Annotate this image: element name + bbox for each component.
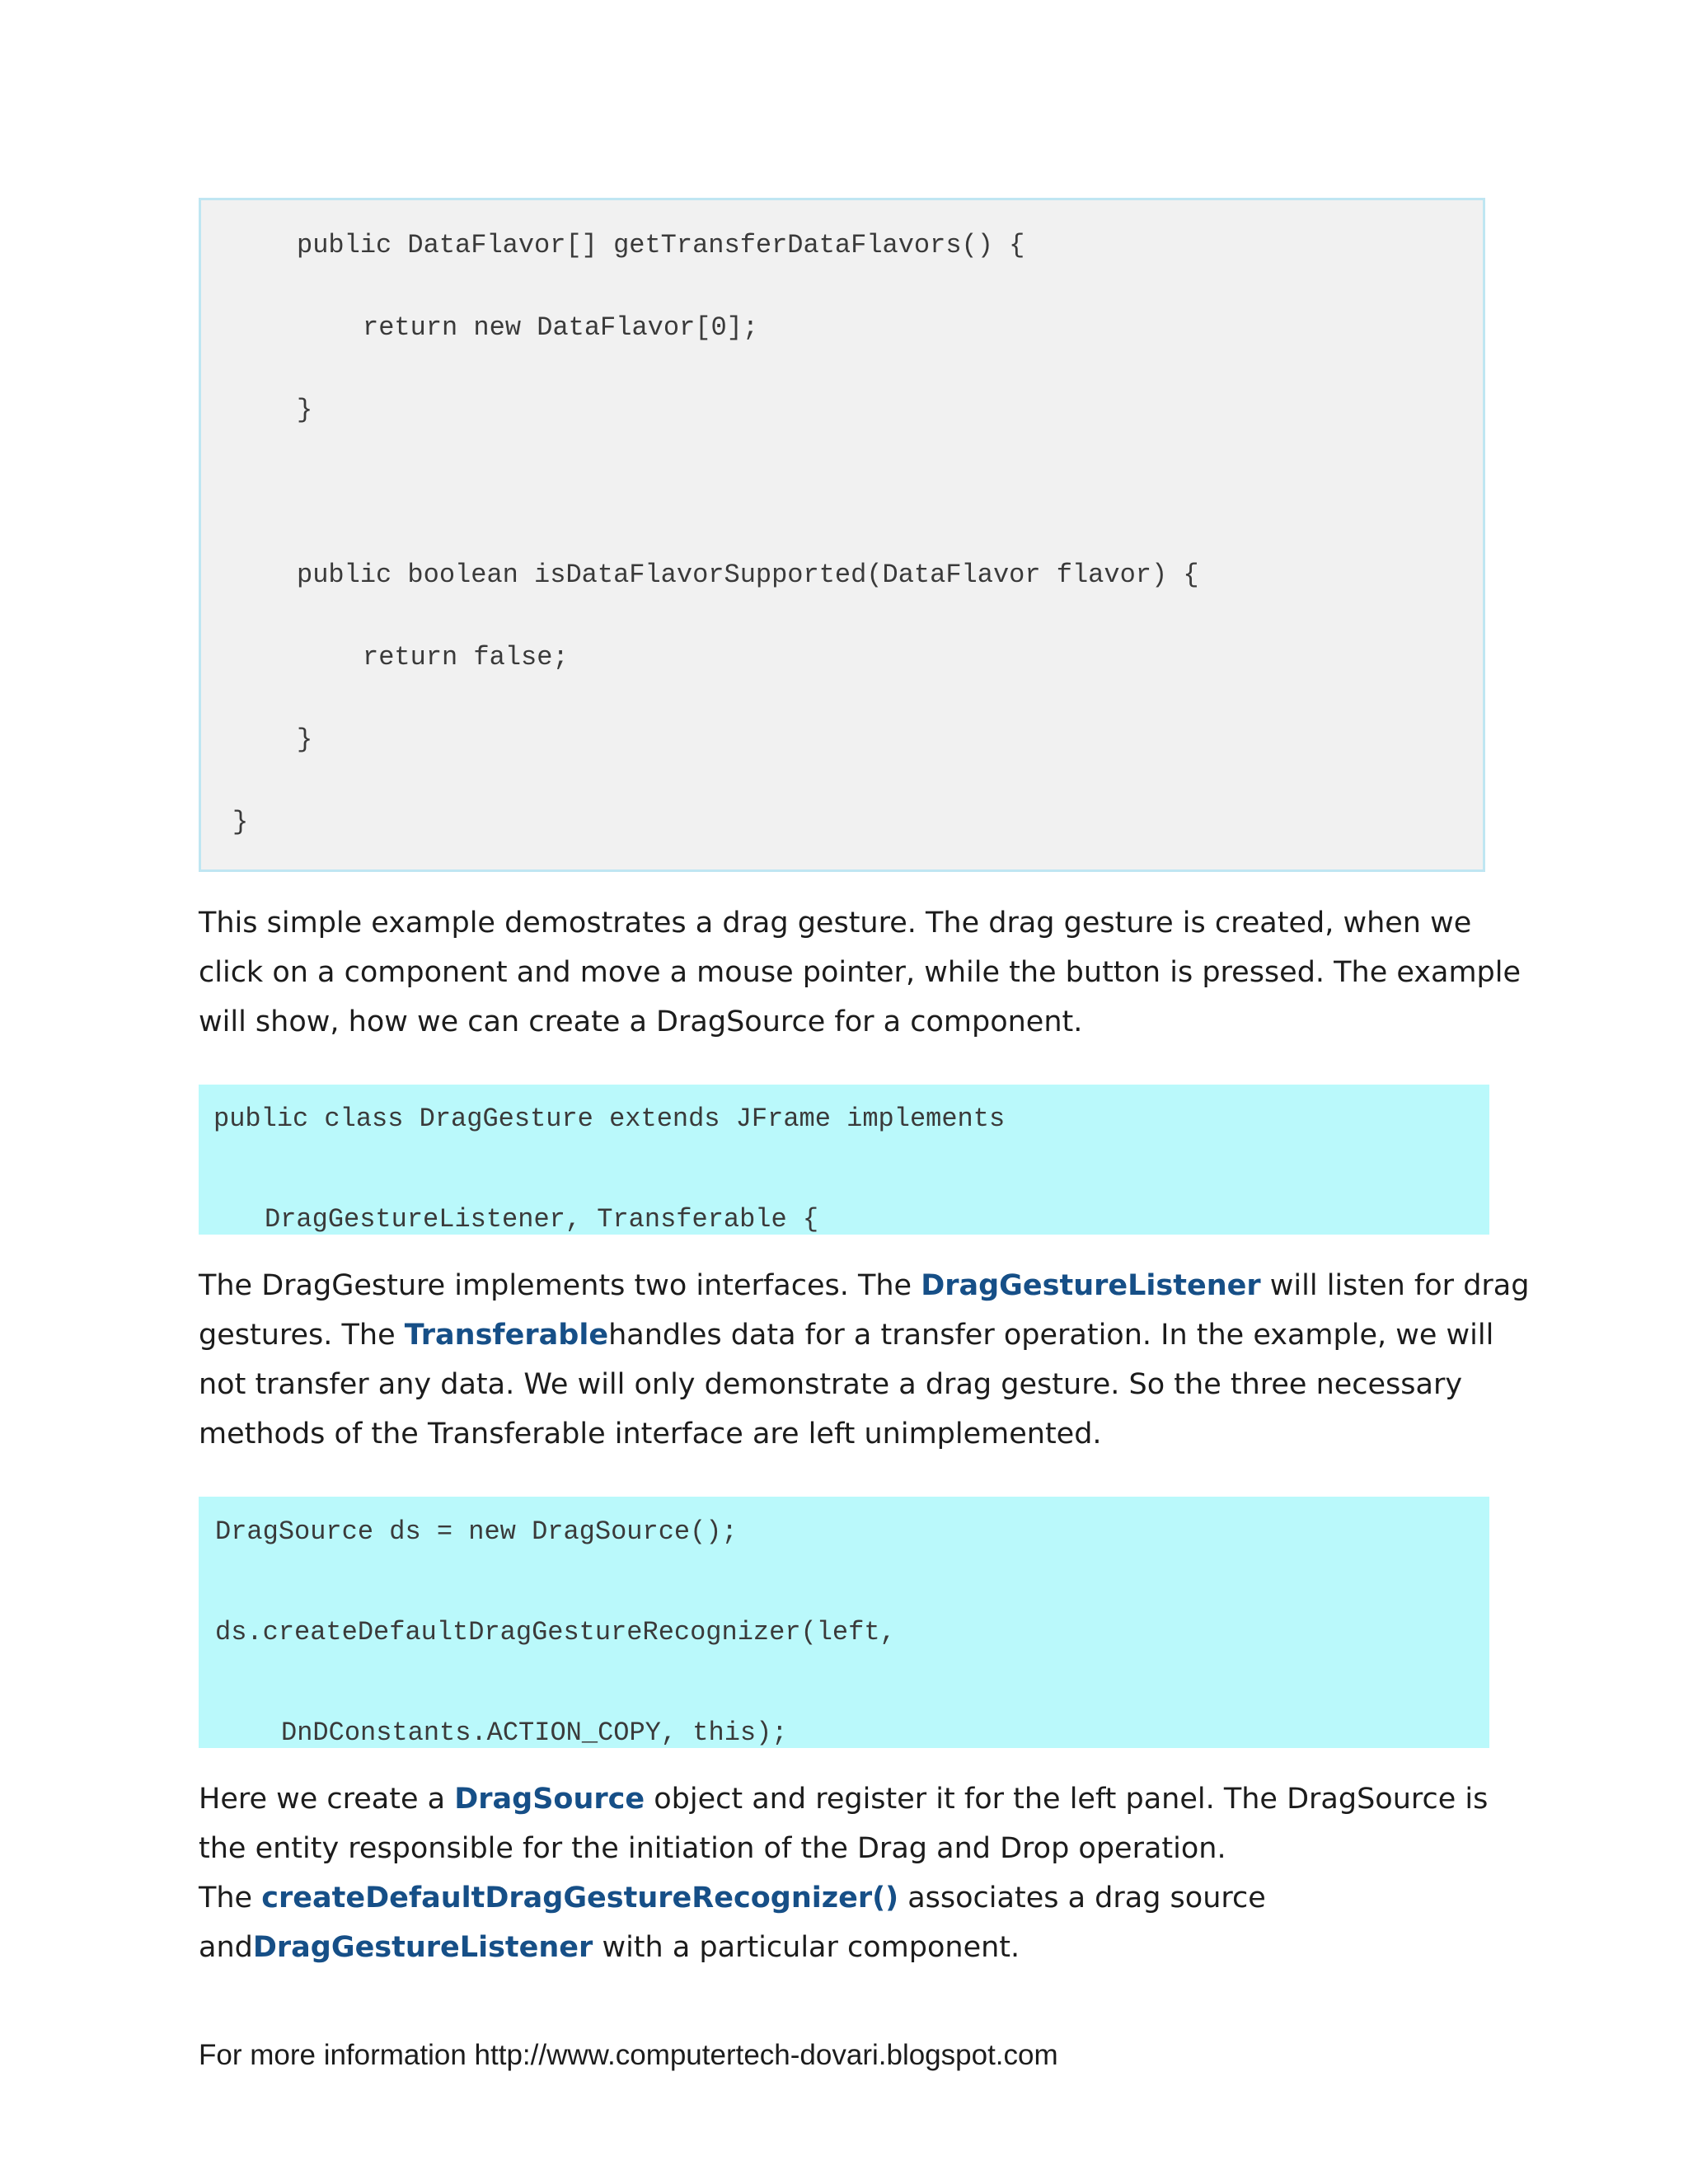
paragraph-interfaces [199, 1261, 1530, 1459]
code-line: return false; [363, 642, 569, 673]
code-line: ds.createDefaultDragGestureRecognizer(left, [215, 1617, 896, 1647]
text-span: associates a drag source [898, 1882, 1266, 1915]
code-block-transferable-methods [199, 198, 1485, 872]
text-span: handles data for a transfer operation. In the example, we will [608, 1319, 1494, 1352]
text-line: methods of the Transferable interface are left unimplemented. [199, 1418, 1102, 1451]
code-line: DragGestureListener, Transferable { [265, 1204, 819, 1235]
text-line: click on a component and move a mouse pointer, while the button is pressed. The example [199, 956, 1522, 989]
text-line: the entity responsible for the initiation of the Drag and Drop operation. [199, 1832, 1226, 1865]
keyword-drag-source: DragSource [454, 1783, 645, 1816]
code-line: return new DataFlavor[0]; [363, 312, 759, 343]
text-line [199, 1261, 1530, 1310]
code-line: } [297, 724, 313, 755]
text-span: gestures. The [199, 1319, 405, 1352]
text-span: will listen for drag [1260, 1269, 1530, 1302]
code-line: } [297, 395, 313, 425]
code-line: public class DragGesture extends JFrame implements [213, 1104, 1006, 1134]
text-line [199, 1873, 1501, 1923]
keyword-create-default-drag-gesture-recognizer: createDefaultDragGestureRecognizer() [261, 1882, 899, 1915]
code-line: public boolean isDataFlavorSupported(DataFlavor flavor) { [297, 560, 1199, 590]
paragraph-drag-gesture-intro [199, 898, 1522, 1047]
text-line [199, 1923, 1501, 1972]
keyword-drag-gesture-listener: DragGestureListener [921, 1269, 1261, 1302]
text-span: and [199, 1931, 253, 1964]
text-span: Here we create a [199, 1783, 455, 1816]
paragraph-drag-source [199, 1774, 1501, 1972]
text-line [199, 1310, 1501, 1360]
text-span: object and register it for the left panel. The DragSource is [645, 1783, 1489, 1816]
code-line: } [232, 807, 249, 837]
keyword-drag-gesture-listener: DragGestureListener [252, 1931, 593, 1964]
code-line: public DataFlavor[] getTransferDataFlavors() { [297, 230, 1025, 260]
text-line: not transfer any data. We will only demonstrate a drag gesture. So the three necessary [199, 1368, 1463, 1401]
text-span: The DragGesture implements two interfaces. The [199, 1269, 921, 1302]
text-line: This simple example demostrates a drag gesture. The drag gesture is created, when we [199, 907, 1472, 940]
footer-more-info: For more information http://www.computertech-dovari.blogspot.com [199, 2039, 1058, 2071]
code-line: DragSource ds = new DragSource(); [215, 1516, 738, 1547]
text-span: The [199, 1882, 262, 1915]
text-span: with a particular component. [593, 1931, 1020, 1964]
text-line: will show, how we can create a DragSource for a component. [199, 1005, 1083, 1038]
keyword-transferable: Transferable [404, 1319, 609, 1352]
text-line [199, 1774, 1501, 1824]
code-line: DnDConstants.ACTION_COPY, this); [281, 1718, 788, 1748]
